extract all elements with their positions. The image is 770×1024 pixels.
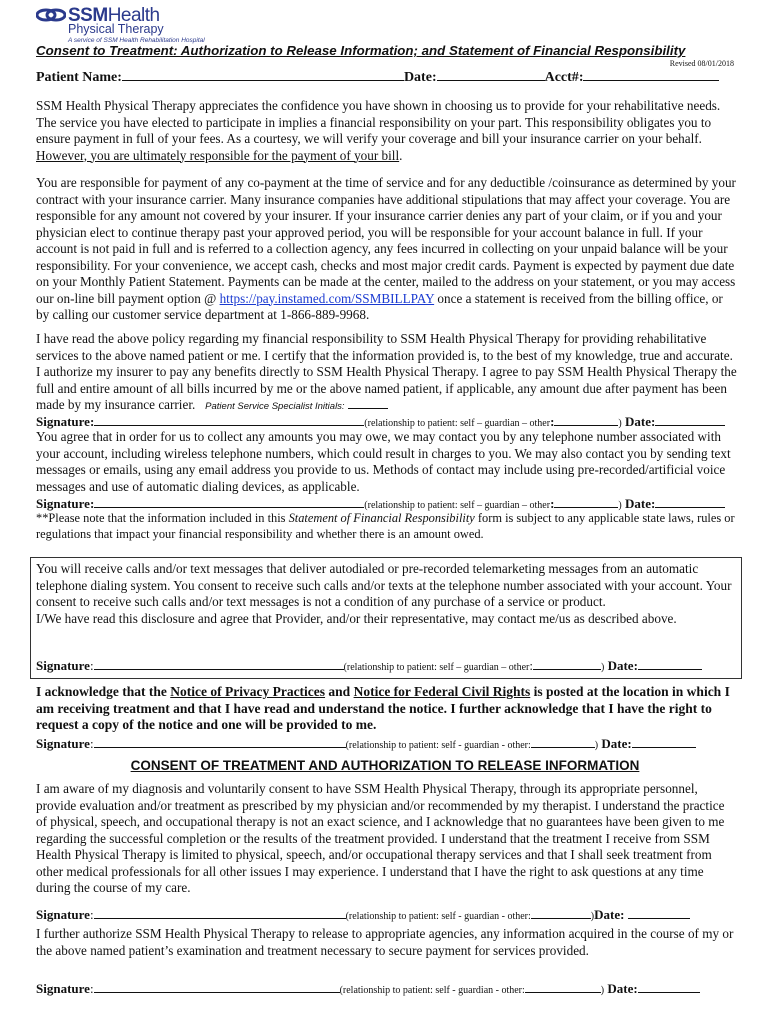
privacy-acknowledgement: I acknowledge that the Notice of Privacy Practices and Notice for Federal Civil Rights is posted at the location in which I am receiving treatment and that I have read and understand the notice. I further acknowledge that I have the right to request a copy of the notice and one will be provided to me.	[36, 684, 730, 732]
acct-label: Acct#	[544, 70, 579, 85]
financial-paragraph-2: You are responsible for payment of any co-payment at the time of service and for any deductible /coinsurance as determined by your contract with your insurance carrier. Many insurance companies have additional stipulations that may affect your coverage. You are responsible for any amount not covered by your insurer. If your insurance carrier denies any part of your claim, or if you and your physician elect to continue therapy past your approved period, you will be responsible for your account balance in full. If your account is not paid in full and is referred to a collection agency, any fees incurred in collecting on your unpaid balance will be your responsibility. For your convenience, we accept cash, checks and most major credit cards. Payment is expected by payment due date on your Monthly Patient Statement. Payments can be made at the center, mailed to the address on your statement, or you may access our on-line bill payment option @ https://pay.instamed.com/SSMBILLPAY once a statement is received from the billing office, or by calling our customer service department at 1-866-889-9968.	[36, 175, 736, 322]
relationship-field[interactable]	[525, 980, 601, 993]
release-authorization-paragraph: I further authorize SSM Health Physical Therapy to release to appropriate agencies, any information acquired in the course of my or the above named patient’s examination and treatment necessary to secure payment for services provided.	[36, 926, 734, 958]
brand-name: SSMHealth	[68, 5, 160, 26]
bill-pay-link[interactable]: https://pay.instamed.com/SSMBILLPAY	[219, 290, 435, 306]
relationship-field[interactable]	[554, 413, 618, 426]
date-field[interactable]	[655, 495, 725, 508]
initials-label: Patient Service Specialist Initials:	[205, 401, 345, 412]
policy-agreement-paragraph: I have read the above policy regarding my financial responsibility to SSM Health Physical Therapy for providing rehabilitative services to the above named patient or me. I certify that the information provided is, to the best of my knowledge, true and accurate. I authorize my insurer to pay any benefits directly to SSM Health Physical Therapy. I agree to pay SSM Health Physical Therapy the full and entire amount of all bills incurred by me or the above named patient, if applicable, any amount due after payment has been made by my insurance carrier. Patient Service Specialist Initials:	[36, 331, 737, 412]
signature-field[interactable]	[94, 735, 346, 748]
treatment-consent-paragraph: I am aware of my diagnosis and voluntarily consent to have SSM Health Physical Therapy, through its appropriate personnel, provide evaluation and/or treatment as prescribed by my physician and/or recommended by my therapist. I understand the practice of physical, speech, and occupational therapy is not an exact science, and I acknowledge that no guarantees have been given to me regarding the successful completion or the results of the treatment provided. I understand that the treatment I receive from SSM Health Physical Therapy is limited to physical, speech, and/or occupational therapy services and that I shall seek treatment from other medical professionals for all other issues I may experience. I understand that I have the right to ask questions at any time during the course of my care.	[36, 781, 725, 895]
patient-info-line: Patient Name: Date: Acct#:	[36, 67, 736, 86]
date-field[interactable]	[437, 67, 545, 81]
date-field[interactable]	[628, 906, 690, 919]
date-field[interactable]	[632, 735, 696, 748]
signature-row-5: Signature: (relationship to patient: self - guardian - other: )Date:	[36, 906, 736, 923]
date-label: Date	[403, 70, 432, 85]
ssm-logo-icon	[36, 7, 66, 23]
brand-subtitle: Physical Therapy	[68, 22, 164, 36]
telemarketing-paragraph: You will receive calls and/or text messages that deliver autodialed or pre-recorded telemarketing messages from an automatic telephone dialing system. You consent to receive such calls and/or texts at the telephone number associated with your account. Your consent to receive such calls and/or text messages is not a condition of any purchase of a service or product. I/We have read this disclosure and agree that Provider, and/or their representative, may contact me/us as described above.	[36, 561, 732, 626]
date-field[interactable]	[638, 980, 700, 993]
relationship-field[interactable]	[531, 906, 591, 919]
signature-row-6: Signature: (relationship to patient: self - guardian - other: ) Date:	[36, 980, 736, 997]
patient-name-field[interactable]	[122, 67, 404, 81]
date-field[interactable]	[655, 413, 725, 426]
signature-field[interactable]	[94, 906, 346, 919]
signature-row-1: Signature: (relationship to patient: self – guardian – other: ) Date:	[36, 413, 736, 430]
initials-field[interactable]	[348, 398, 388, 409]
signature-field[interactable]	[94, 980, 340, 993]
patient-name-label: Patient Name	[36, 70, 118, 85]
revised-date: Revised 08/01/2018	[669, 59, 734, 68]
financial-paragraph-1: SSM Health Physical Therapy appreciates the confidence you have shown in choosing us to provide for your rehabilitative needs. The service you have elected to participate in implies a financial responsibility on your part. This responsibility obligates you to ensure payment in full of your fees. As a courtesy, we will verify your coverage and bill your insurance carrier on your behalf. However, you are ultimately responsible for the payment of your bill.	[36, 98, 721, 163]
signature-field[interactable]	[94, 657, 344, 670]
signature-field[interactable]	[94, 495, 364, 508]
signature-field[interactable]	[94, 413, 364, 426]
consent-section-title: CONSENT OF TREATMENT AND AUTHORIZATION TO RELEASE INFORMATION	[130, 758, 640, 773]
relationship-field[interactable]	[533, 657, 601, 670]
relationship-field[interactable]	[554, 495, 618, 508]
contact-consent-paragraph: You agree that in order for us to collect any amounts you may owe, we may contact you by any telephone number associated with your account, including wireless telephone numbers, which could result in charges to you. We may also contact you by sending text messages or emails, using any email address you provide to us. Methods of contact may include using pre-recorded/artificial voice messages and use of automatic dialing devices, as applicable.	[36, 429, 731, 494]
page-title: Consent to Treatment: Authorization to Release Information; and Statement of Financial Responsibility	[36, 43, 686, 58]
signature-row-4: Signature: (relationship to patient: self - guardian - other: ) Date:	[36, 735, 736, 752]
acct-field[interactable]	[583, 67, 719, 81]
date-field[interactable]	[638, 657, 702, 670]
state-law-note: **Please note that the information included in this Statement of Financial Responsibility form is subject to any applicable state laws, rules or regulations that impact your financial responsibility and whether there is an amount owed.	[36, 511, 735, 541]
brand-tagline: A service of SSM Health Rehabilitation Hospital	[68, 37, 205, 44]
signature-row-3: Signature: (relationship to patient: self – guardian – other: ) Date:	[36, 657, 736, 674]
relationship-field[interactable]	[531, 735, 595, 748]
signature-row-2: Signature: (relationship to patient: self – guardian – other: ) Date:	[36, 495, 736, 512]
